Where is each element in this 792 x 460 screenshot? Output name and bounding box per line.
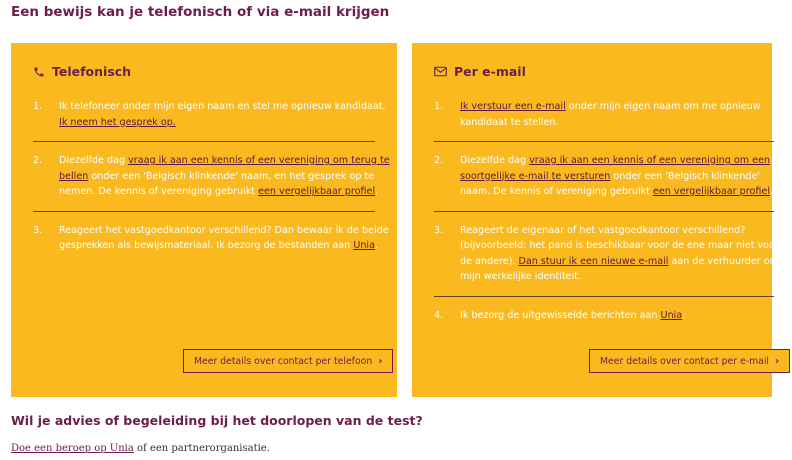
email-card-title [434, 64, 526, 79]
step-text: nemen. De kennis of vereniging gebruikt [59, 186, 259, 197]
step-text: . [769, 186, 774, 197]
advice-heading: Wil je advies of begeleiding bij het doorlopen van de test? [11, 413, 423, 428]
step-text: kandidaat te stellen. [460, 116, 559, 128]
step-number: 2. [434, 155, 444, 166]
send-new-email-link[interactable]: Dan stuur ik een nieuwe e-mail [518, 255, 669, 267]
step-text: mijn werkelijke identiteit. [460, 271, 582, 282]
step-number: 4. [434, 309, 444, 321]
phone-step-1 [33, 99, 386, 141]
email-step-2 [434, 153, 774, 211]
step-text: gesprekken als bewijsmateriaal. Ik bezorg de bestanden aan [59, 240, 354, 251]
step-number: 1. [33, 101, 43, 112]
step-number: 3. [33, 224, 43, 236]
email-card [412, 43, 792, 397]
advice-text [11, 443, 270, 454]
appeal-unia-link[interactable]: Doe een beroep op Unia [11, 443, 134, 454]
email-details-button[interactable] [589, 349, 790, 373]
step-text: Reageert de eigenaar of het vastgoedkantoor verschillend? [460, 224, 746, 236]
step-number: 2. [33, 155, 43, 166]
email-card-title-text: Per e-mail [454, 64, 526, 79]
step-text: onder een 'Belgisch klinkende' naam, en het gesprek op te [88, 170, 375, 182]
step-text: (bijvoorbeeld: het pand is beschikbaar voor de ene maar niet voor [460, 240, 779, 251]
step-text: de andere). [460, 255, 519, 267]
chevron-right-icon: › [378, 355, 383, 367]
email-steps [434, 99, 792, 323]
phone-details-label: Meer details over contact per telefoon [194, 355, 373, 367]
email-step-1 [434, 99, 774, 141]
ask-callback-link[interactable]: vraag ik aan een kennis of een vereniging om terug te [128, 155, 390, 166]
email-step-3 [434, 223, 792, 296]
step-text: Diezelfde dag [59, 155, 129, 166]
divider [434, 211, 774, 212]
phone-card-title [33, 64, 131, 79]
phone-card [11, 43, 397, 397]
take-call-link[interactable]: Ik neem het gesprek op. [59, 116, 176, 128]
phone-details-button[interactable] [183, 349, 393, 373]
divider [434, 296, 774, 297]
step-text: . [374, 240, 379, 251]
phone-card-title-text: Telefonisch [52, 64, 132, 79]
email-details-label: Meer details over contact per e-mail [600, 355, 769, 367]
comparable-profile-link[interactable]: een vergelijkbaar profiel [258, 186, 376, 197]
advice-rest: of een partnerorganisatie. [133, 443, 270, 454]
step-text: Reageert het vastgoedkantoor verschillend? Dan bewaar ik de beide [59, 224, 389, 236]
step-text: . [682, 309, 686, 321]
comparable-profile-link[interactable]: een vergelijkbaar profiel [653, 186, 770, 197]
step-text: Ik bezorg de uitgewisselde berichten aan [460, 309, 661, 321]
step-number: 1. [434, 101, 444, 112]
step-text: onder een 'Belgisch klinkende' [610, 170, 761, 182]
phone-steps [33, 99, 390, 254]
divider [33, 141, 375, 142]
email-step-4 [434, 308, 774, 324]
step-text: onder mijn eigen naam om me opnieuw [565, 101, 761, 112]
divider [434, 141, 774, 142]
step-text: naam. De kennis of vereniging gebruikt [460, 186, 653, 197]
step-text: Diezelfde dag [460, 155, 530, 166]
unia-link[interactable]: Unia [353, 240, 375, 251]
phone-step-2 [33, 153, 390, 211]
step-text: Ik telefoneer onder mijn eigen naam en stel me opnieuw kandidaat. [59, 101, 386, 112]
phone-step-3 [33, 223, 389, 254]
ask-similar-email-link-cont[interactable]: soortgelijke e-mail te versturen [460, 170, 611, 182]
step-number: 3. [434, 224, 444, 236]
ask-similar-email-link[interactable]: vraag ik aan een kennis of een vereniging om een [529, 155, 771, 166]
envelope-icon [434, 66, 447, 77]
step-text: . [375, 186, 379, 197]
phone-icon [33, 66, 45, 78]
divider [33, 211, 375, 212]
chevron-right-icon: › [775, 355, 780, 367]
ask-callback-link-cont[interactable]: bellen [59, 170, 89, 182]
unia-link[interactable]: Unia [660, 309, 683, 321]
send-email-link[interactable]: Ik verstuur een e-mail [460, 101, 566, 112]
page-heading: Een bewijs kan je telefonisch of via e-mail krijgen [11, 4, 390, 20]
step-text: aan de verhuurder onder [668, 255, 792, 267]
